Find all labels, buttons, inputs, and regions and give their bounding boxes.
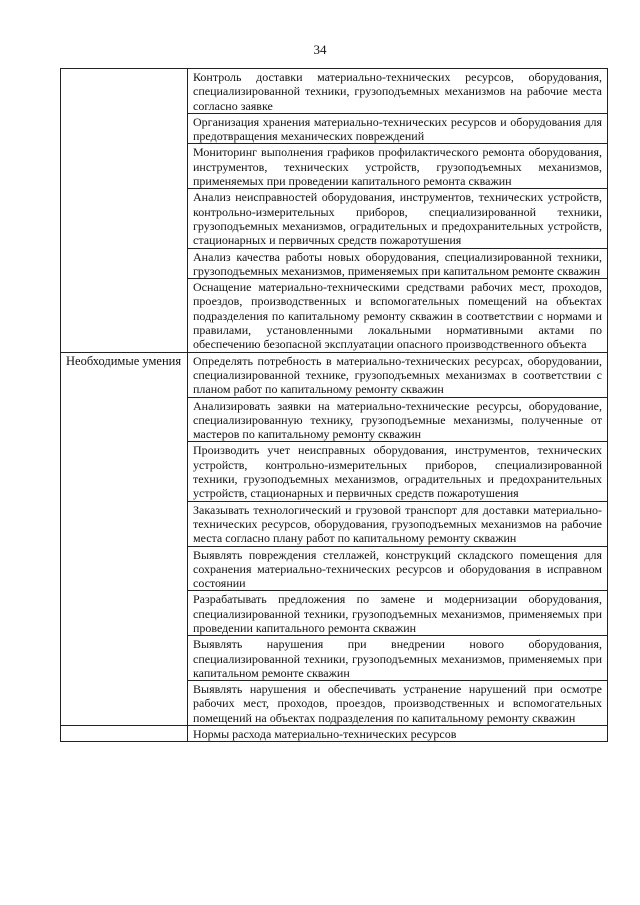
spec-table (60, 68, 608, 742)
page-number: 34 (313, 42, 327, 57)
row-label-empty (61, 69, 188, 353)
table-row (61, 726, 608, 742)
row-label-skills: Необходимые умения (61, 352, 188, 725)
table-cell: Определять потребность в материально-технических ресурсах, оборудовании, специализированной технике, грузоподъемных механизмах в соответствии с планом работ по капитальному ремонту скважин (188, 352, 608, 397)
table-cell: Выявлять повреждения стеллажей, конструкций складского помещения для сохранения материально-технических ресурсов и оборудования в исправном состоянии (188, 546, 608, 591)
table-cell: Разрабатывать предложения по замене и модернизации оборудования, специализированной техники, грузоподъемных механизмов, применяемых при проведении капитального ремонта скважин (188, 591, 608, 636)
table-cell: Нормы расхода материально-технических ресурсов (188, 726, 608, 742)
table-cell: Анализировать заявки на материально-технические ресурсы, оборудование, специализированную технику, грузоподъемные механизмы, полученные от мастеров по капитальному ремонту скважин (188, 397, 608, 442)
table-cell: Выявлять нарушения при внедрении нового оборудования, специализированной техники, грузоподъемных механизмов, применяемых при капитальном ремонте скважин (188, 636, 608, 681)
table-cell: Мониторинг выполнения графиков профилактического ремонта оборудования, инструментов, технических устройств, грузоподъемных механизмов, применяемых при проведении капитального ремонта скважин (188, 144, 608, 189)
table-cell: Заказывать технологический и грузовой транспорт для доставки материально-технических ресурсов, оборудования, грузоподъемных механизмов на рабочие места согласно плану работ по капитальному ремонту скважин (188, 501, 608, 546)
table-cell: Оснащение материально-техническими средствами рабочих мест, проходов, проездов, производственных и вспомогательных помещений на объектах подразделения по капитальному ремонту скважин в соответствии с нормами и правилами, установленными локальными нормативными актами по обеспечению безопасной эксплуатации опасного производственного объекта (188, 279, 608, 352)
table-cell: Контроль доставки материально-технических ресурсов, оборудования, специализированной техники, грузоподъемных механизмов на рабочие места согласно заявке (188, 69, 608, 114)
table-cell: Анализ неисправностей оборудования, инструментов, технических устройств, контрольно-измерительных приборов, специализированной техники, грузоподъемных механизмов, оградительных и предохранительных устройств, стационарных и первичных средств пожаротушения (188, 189, 608, 248)
table-row (61, 352, 608, 397)
table-cell: Выявлять нарушения и обеспечивать устранение нарушений при осмотре рабочих мест, проходов, проездов, производственных и вспомогательных помещений на объектах подразделения по капитальному ремонту скважин (188, 681, 608, 726)
table-row (61, 69, 608, 114)
table-cell: Анализ качества работы новых оборудования, специализированной техники, грузоподъемных механизмов, применяемых при капитальном ремонте скважин (188, 248, 608, 279)
table-cell: Производить учет неисправных оборудования, инструментов, технических устройств, контрольно-измерительных приборов, специализированной техники, грузоподъемных механизмов, оградительных и предохранительных устройств, стационарных и первичных средств пожаротушения (188, 442, 608, 501)
row-label-empty (61, 726, 188, 742)
table-cell: Организация хранения материально-технических ресурсов и оборудования для предотвращения механических повреждений (188, 113, 608, 144)
